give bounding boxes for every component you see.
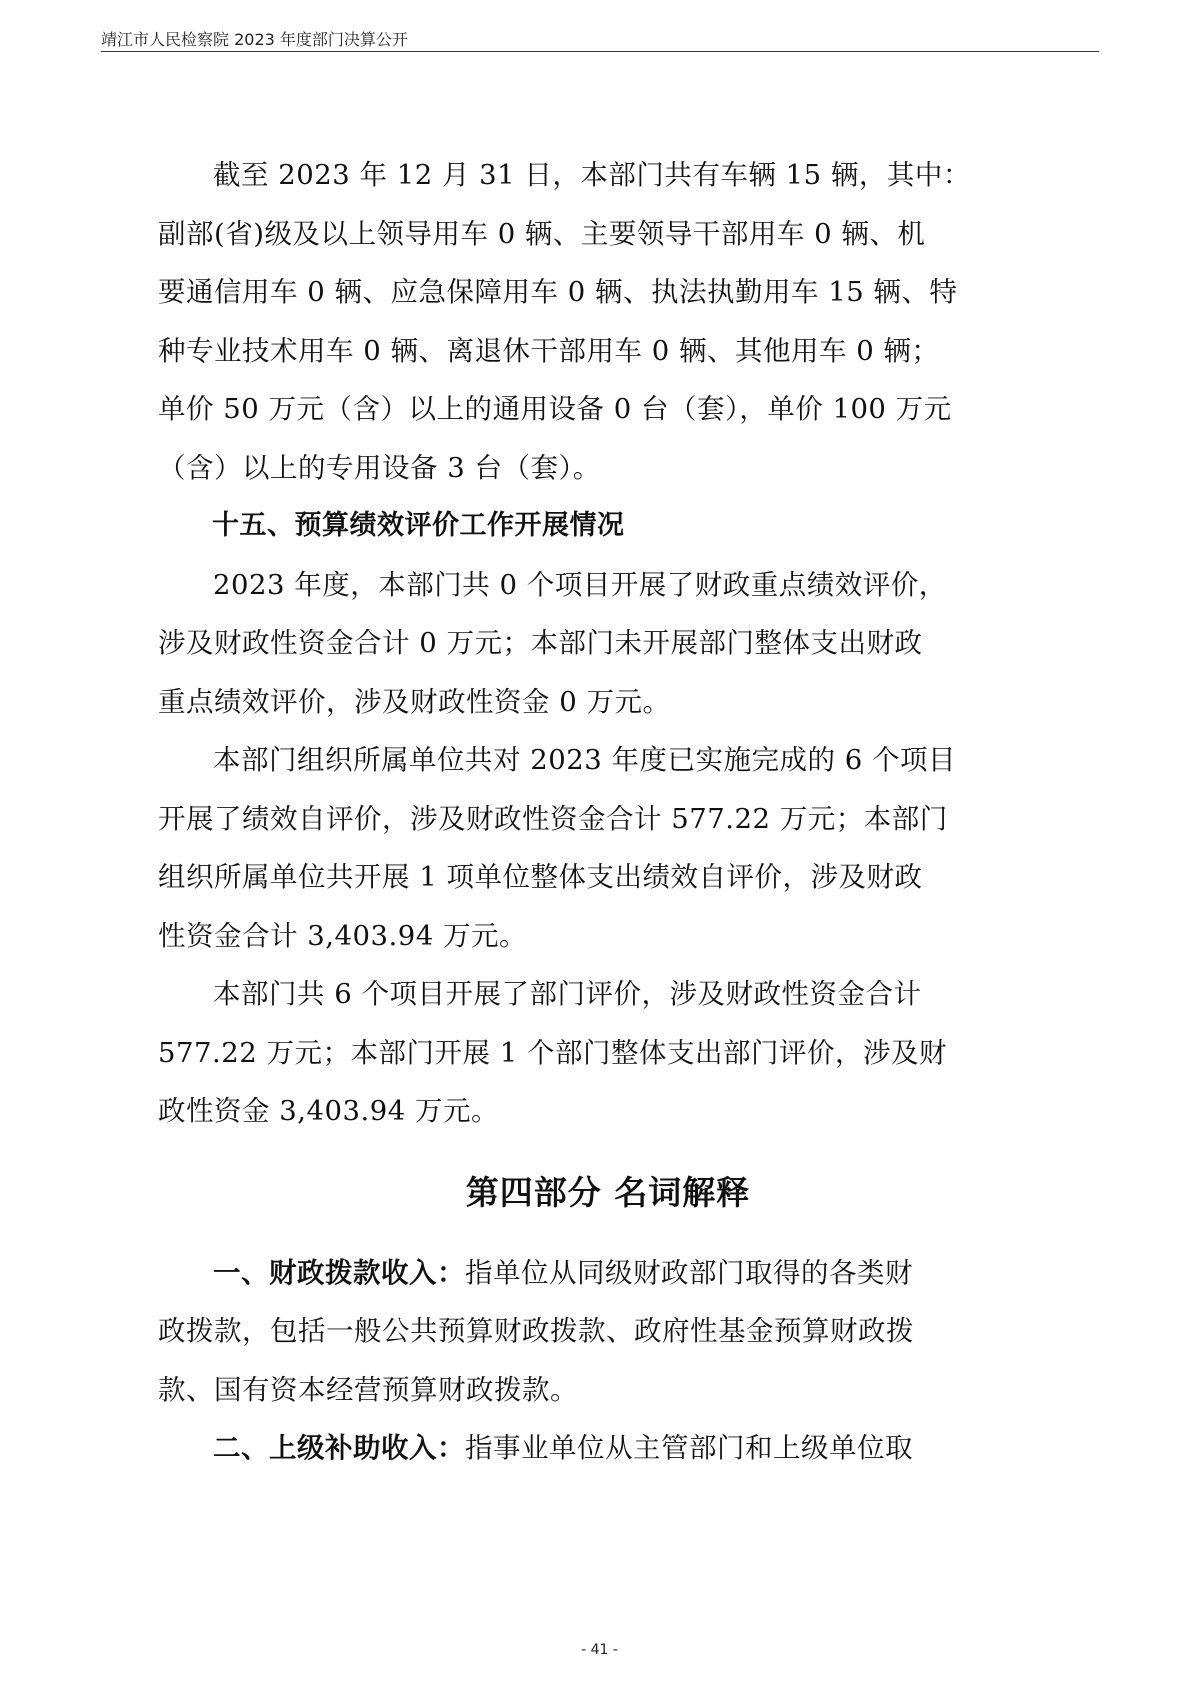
term-text: 指事业单位从主管部门和上级单位取 (465, 1432, 913, 1464)
text-line: （含）以上的专用设备 3 台（套）。 (158, 451, 601, 484)
text-line (158, 1419, 1058, 1478)
text-line: 涉及财政性资金合计 0 万元；本部门未开展部门整体支出财政 (158, 627, 923, 659)
term-label: 一、财政拨款收入： (213, 1256, 465, 1289)
text-line: 性资金合计 3,403.94 万元。 (158, 919, 527, 952)
text-line: 577.22 万元；本部门开展 1 个部门整体支出部门评价，涉及财 (158, 1036, 947, 1069)
term-definition-1 (158, 1244, 1058, 1420)
key-evaluation-paragraph (158, 556, 1058, 732)
text-line: 重点绩效评价，涉及财政性资金 0 万元。 (158, 685, 671, 718)
department-evaluation-paragraph (158, 965, 1058, 1141)
vehicles-paragraph (158, 146, 1058, 497)
text-line: 种专业技术用车 0 辆、离退休干部用车 0 辆、其他用车 0 辆； (158, 334, 940, 367)
part-title: 第四部分 名词解释 (465, 1172, 751, 1212)
text-line: 本部门共 6 个项目开展了部门评价，涉及财政性资金合计 (213, 978, 922, 1010)
term-label: 二、上级补助收入： (213, 1432, 465, 1464)
text-line: 要通信用车 0 辆、应急保障用车 0 辆、执法执勤用车 15 辆、特 (158, 276, 958, 308)
text-line (158, 1244, 1058, 1303)
header-divider (101, 51, 1099, 52)
text-line: 截至 2023 年 12 月 31 日，本部门共有车辆 15 辆，其中： (213, 159, 971, 191)
term-definition-2 (158, 1419, 1058, 1478)
text-line: 款、国有资本经营预算财政拨款。 (158, 1373, 578, 1406)
text-line: 政性资金 3,403.94 万元。 (158, 1095, 499, 1127)
text-line: 开展了绩效自评价，涉及财政性资金合计 577.22 万元；本部门 (158, 802, 948, 835)
self-evaluation-paragraph (158, 731, 1058, 965)
text-line: 副部(省)级及以上领导用车 0 辆、主要领导干部用车 0 辆、机 (158, 217, 926, 250)
section-heading: 十五、预算绩效评价工作开展情况 (212, 510, 625, 541)
text-line: 单价 50 万元（含）以上的通用设备 0 台（套），单价 100 万元 (158, 393, 952, 425)
text-line: 本部门组织所属单位共对 2023 年度已实施完成的 6 个项目 (213, 744, 956, 776)
document-body (158, 146, 1058, 1478)
text-line: 组织所属单位共开展 1 项单位整体支出绩效自评价，涉及财政 (158, 861, 923, 893)
page-number: - 41 - (581, 1642, 618, 1658)
term-text: 指单位从同级财政部门取得的各类财 (465, 1256, 913, 1289)
running-header: 靖江市人民检察院 2023 年度部门决算公开 (101, 30, 408, 49)
text-line: 2023 年度，本部门共 0 个项目开展了财政重点绩效评价， (213, 568, 947, 601)
text-line: 政拨款，包括一般公共预算财政拨款、政府性基金预算财政拨 (158, 1315, 914, 1347)
